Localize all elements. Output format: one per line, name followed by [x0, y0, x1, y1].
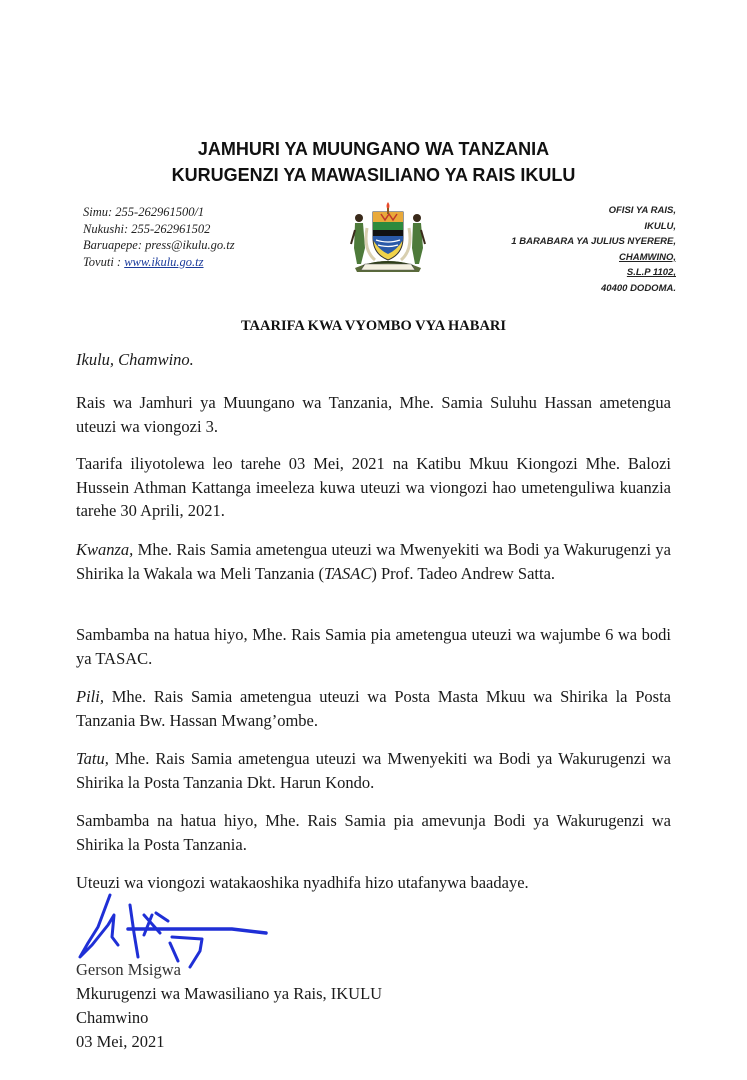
address-line-4: CHAMWINO,: [619, 251, 676, 263]
paragraph-3-text-a: Mhe. Rais Samia ametengua uteuzi wa Mwenyekiti wa Bodi ya Wakurugenzi ya Shirika la Wakala wa Meli Tanzania (: [76, 540, 671, 583]
address-line-5: S.L.P 1102,: [626, 267, 676, 278]
paragraph-5-text: Mhe. Rais Samia ametengua uteuzi wa Posta Masta Mkuu wa Shirika la Posta Tanzania Bw. Hassan Mwang’ombe.: [76, 687, 671, 730]
contact-email: Baruapepe: press@ikulu.go.tz: [83, 238, 235, 252]
paragraph-5: [76, 685, 671, 732]
letterhead-title: [0, 136, 747, 188]
paragraph-8: Uteuzi wa viongozi watakaoshika nyadhifa hizo utafanywa baadaye.: [76, 873, 529, 892]
signatory-block: [76, 958, 382, 1054]
paragraph-6-lead: Tatu,: [76, 749, 109, 768]
signatory-place: Chamwino: [76, 1008, 149, 1027]
contact-block: [83, 204, 235, 270]
address-block: [511, 203, 676, 296]
paragraph-4: Sambamba na hatua hiyo, Mhe. Rais Samia pia ametengua uteuzi wa wajumbe 6 wa bodi ya TASAC.: [76, 625, 671, 668]
paragraph-7: Sambamba na hatua hiyo, Mhe. Rais Samia pia amevunja Bodi ya Wakurugenzi wa Shirika la Posta Tanzania.: [76, 811, 671, 854]
press-release-title: TAARIFA KWA VYOMBO VYA HABARI: [240, 318, 507, 334]
letterhead-line-2: KURUGENZI YA MAWASILIANO YA RAIS IKULU: [171, 165, 576, 185]
paragraph-1: Rais wa Jamhuri ya Muungano wa Tanzania, Mhe. Samia Suluhu Hassan ametengua uteuzi wa viongozi 3.: [76, 393, 671, 436]
address-line-3: 1 BARABARA YA JULIUS NYERERE,: [511, 236, 676, 247]
paragraph-3-abbr: TASAC: [323, 563, 372, 583]
coat-of-arms-icon: [345, 198, 431, 274]
paragraph-6-text: Mhe. Rais Samia ametengua uteuzi wa Mwenyekiti wa Bodi ya Wakurugenzi wa Shirika la Posta Tanzania Dkt. Harun Kondo.: [76, 749, 671, 792]
address-line-2: IKULU,: [644, 220, 676, 232]
contact-web-label: Tovuti :: [83, 254, 125, 269]
address-line-6: 40400 DODOMA.: [601, 282, 676, 294]
dateline: [76, 348, 671, 372]
paragraph-5-lead: Pili,: [76, 687, 104, 706]
contact-web: [83, 254, 235, 271]
paragraph-3-lead: Kwanza,: [76, 540, 134, 559]
signatory-title: Mkurugenzi wa Mawasiliano ya Rais, IKULU: [76, 984, 383, 1003]
dateline-text: Ikulu, Chamwino.: [76, 350, 194, 369]
contact-web-link[interactable]: www.ikulu.go.tz: [124, 254, 204, 269]
signatory-name: Gerson Msigwa: [76, 960, 181, 979]
paragraph-3: [76, 538, 671, 585]
address-line-1: OFISI YA RAIS,: [608, 205, 676, 216]
contact-fax: Nukushi: 255-262961502: [83, 221, 211, 236]
contact-phone: Simu: 255-262961500/1: [83, 205, 205, 219]
paragraph-2: Taarifa iliyotolewa leo tarehe 03 Mei, 2021 na Katibu Mkuu Kiongozi Mhe. Balozi Hussein Athman Kattanga imeeleza kuwa uteuzi wa viongozi hao umetenguliwa kuanzia tarehe 30 Aprili, 2021.: [76, 454, 671, 520]
signatory-date: 03 Mei, 2021: [76, 1032, 165, 1051]
letterhead-line-1: JAMHURI YA MUUNGANO WA TANZANIA: [197, 139, 550, 159]
paragraph-6: [76, 747, 671, 794]
paragraph-3-text-b: ) Prof. Tadeo Andrew Satta.: [371, 563, 556, 583]
